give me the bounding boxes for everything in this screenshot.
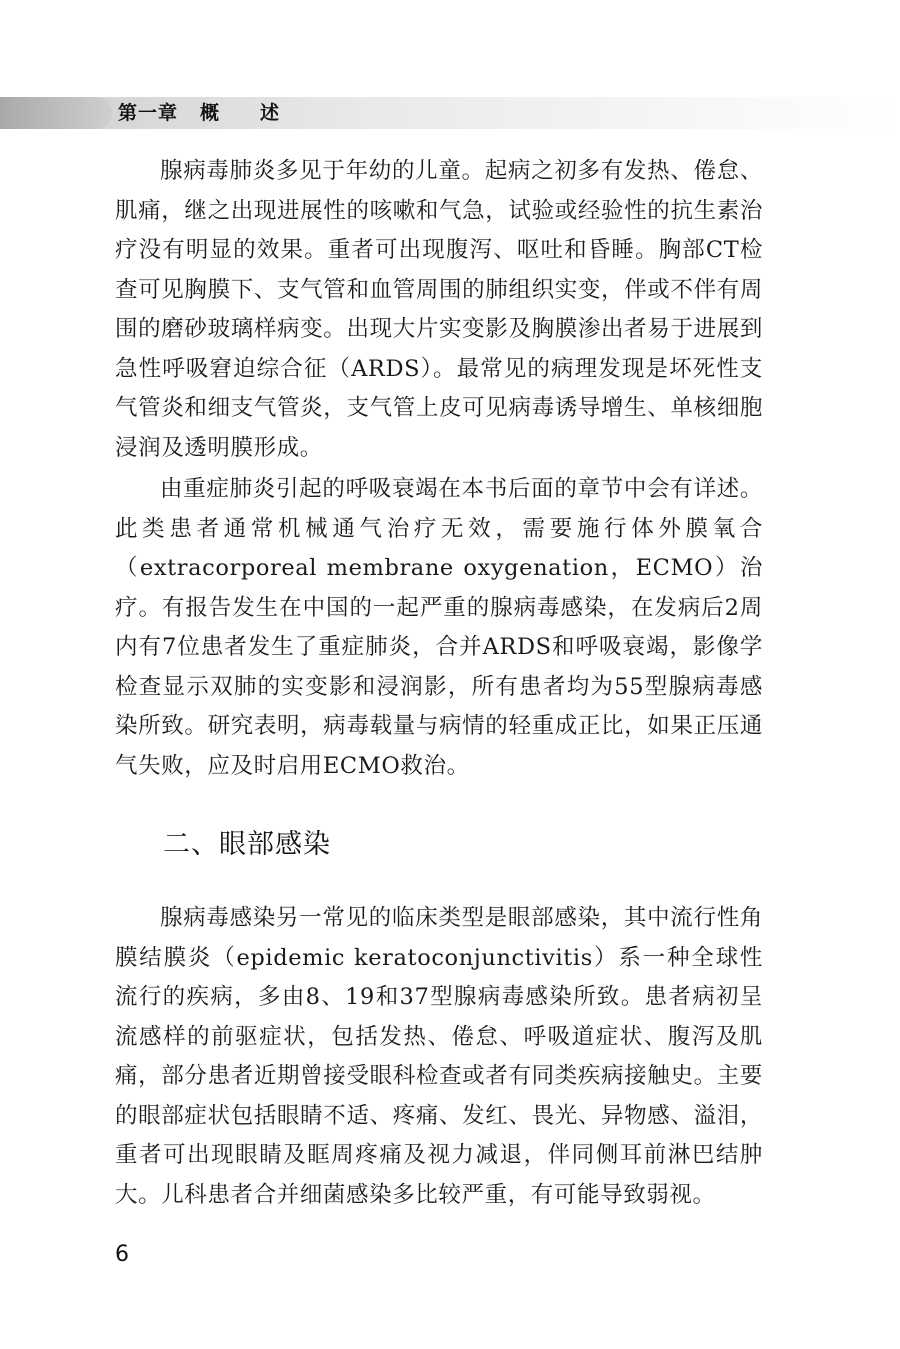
- paragraph-adenovirus-pneumonia: 腺病毒肺炎多见于年幼的儿童。起病之初多有发热、倦怠、肌痛，继之出现进展性的咳嗽和气急，试验或经验性的抗生素治疗没有明显的效果。重者可出现腹泻、呕吐和昏睡。胸部CT检查可见胸膜下、支气管和血管周围的肺组织实变，伴或不伴有周围的磨砂玻璃样病变。出现大片实变影及胸膜渗出者易于进展到急性呼吸窘迫综合征（ARDS）。最常见的病理发现是坏死性支气管炎和细支气管炎，支气管上皮可见病毒诱导增生、单核细胞浸润及透明膜形成。: [115, 158, 763, 461]
- page-number: 6: [115, 1242, 129, 1267]
- chapter-number: 第一章: [118, 102, 179, 124]
- body-text-upper: [115, 152, 763, 786]
- chapter-header-tab: [0, 97, 112, 129]
- section-heading-eye-infection: 二、眼部感染: [163, 829, 331, 860]
- body-text-lower: [115, 899, 763, 1215]
- paragraph-eye-infection: 腺病毒感染另一常见的临床类型是眼部感染，其中流行性角膜结膜炎（epidemic keratoconjunctivitis）系一种全球性流行的疾病，多由8、19和37型腺病毒感染所致。患者病初呈流感样的前驱症状，包括发热、倦怠、呼吸道症状、腹泻及肌痛，部分患者近期曾接受眼科检查或者有同类疾病接触史。主要的眼部症状包括眼睛不适、疼痛、发红、畏光、异物感、溢泪，重者可出现眼睛及眶周疼痛及视力减退，伴同侧耳前淋巴结肿大。儿科患者合并细菌感染多比较严重，有可能导致弱视。: [115, 905, 763, 1208]
- chapter-title-char-1: 概: [200, 102, 221, 124]
- chapter-header: [118, 97, 280, 129]
- paragraph-respiratory-failure-ecmo: 由重症肺炎引起的呼吸衰竭在本书后面的章节中会有详述。此类患者通常机械通气治疗无效，需要施行体外膜氧合（extracorporeal membrane oxygenation，ECMO）治疗。有报告发生在中国的一起严重的腺病毒感染，在发病后2周内有7位患者发生了重症肺炎，合并ARDS和呼吸衰竭，影像学检查显示双肺的实变影和浸润影，所有患者均为55型腺病毒感染所致。研究表明，病毒载量与病情的轻重成正比，如果正压通气失败，应及时启用ECMO救治。: [115, 476, 763, 779]
- chapter-title-char-2: 述: [260, 102, 281, 124]
